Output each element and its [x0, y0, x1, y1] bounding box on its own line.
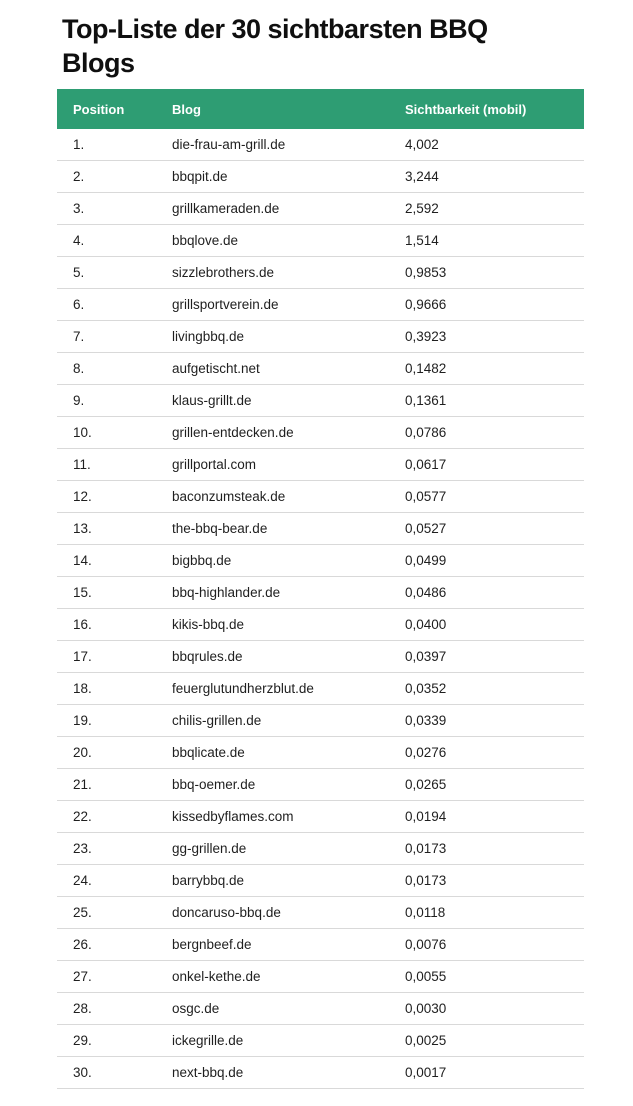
page-title: Top-Liste der 30 sichtbarsten BBQ Blogs — [62, 14, 488, 78]
blog-name: chilis-grillen.de — [172, 713, 262, 728]
blog-name: barrybbq.de — [172, 873, 245, 888]
blog-name: kikis-bbq.de — [172, 617, 245, 632]
table-row — [57, 449, 584, 481]
blog-name: bergnbeef.de — [172, 937, 252, 952]
position-cell: 8. — [73, 361, 85, 376]
position-cell: 27. — [73, 969, 92, 984]
visibility-value: 0,0265 — [405, 777, 447, 792]
position-cell: 6. — [73, 297, 85, 312]
table-row — [57, 577, 584, 609]
blog-name: bbqrules.de — [172, 649, 243, 664]
blog-name: ickegrille.de — [172, 1033, 244, 1048]
blog-name: bigbbq.de — [172, 553, 232, 568]
visibility-value: 0,0577 — [405, 489, 447, 504]
column-header-visibility: Sichtbarkeit (mobil) — [405, 101, 527, 117]
table-row — [57, 641, 584, 673]
column-header-blog: Blog — [172, 101, 201, 117]
position-cell: 4. — [73, 233, 85, 248]
table-row — [57, 225, 584, 257]
table-row — [57, 417, 584, 449]
position-cell: 14. — [73, 553, 92, 568]
position-cell: 26. — [73, 937, 92, 952]
blog-name: grillsportverein.de — [172, 297, 279, 312]
visibility-value: 3,244 — [405, 169, 439, 184]
table-row — [57, 289, 584, 321]
blog-name: sizzlebrothers.de — [172, 265, 275, 280]
visibility-value: 0,9666 — [405, 297, 447, 312]
table-row — [57, 481, 584, 513]
blog-name: feuerglutundherzblut.de — [172, 681, 314, 696]
visibility-value: 0,0173 — [405, 873, 447, 888]
table-row — [57, 513, 584, 545]
position-cell: 10. — [73, 425, 92, 440]
blog-name: doncaruso-bbq.de — [172, 905, 281, 920]
visibility-value: 0,0499 — [405, 553, 447, 568]
table-row — [57, 193, 584, 225]
table-row — [57, 833, 584, 865]
blog-name: onkel-kethe.de — [172, 969, 261, 984]
table-row — [57, 929, 584, 961]
blog-name: grillen-entdecken.de — [172, 425, 294, 440]
blog-name: bbqpit.de — [172, 169, 228, 184]
position-cell: 2. — [73, 169, 85, 184]
visibility-value: 0,0786 — [405, 425, 447, 440]
position-cell: 29. — [73, 1033, 92, 1048]
visibility-value: 0,0486 — [405, 585, 447, 600]
table-row — [57, 705, 584, 737]
position-cell: 13. — [73, 521, 92, 536]
position-cell: 12. — [73, 489, 92, 504]
blog-name: bbqlicate.de — [172, 745, 245, 760]
visibility-value: 0,1482 — [405, 361, 447, 376]
table-row — [57, 385, 584, 417]
visibility-value: 0,0276 — [405, 745, 447, 760]
position-cell: 16. — [73, 617, 92, 632]
table-row — [57, 801, 584, 833]
visibility-value: 0,0527 — [405, 521, 447, 536]
position-cell: 24. — [73, 873, 92, 888]
position-cell: 18. — [73, 681, 92, 696]
visibility-value: 0,0025 — [405, 1033, 447, 1048]
visibility-value: 0,0617 — [405, 457, 447, 472]
table-row — [57, 1025, 584, 1057]
table-row — [57, 769, 584, 801]
table-row — [57, 1057, 584, 1089]
table-row — [57, 673, 584, 705]
position-cell: 19. — [73, 713, 92, 728]
visibility-value: 0,0030 — [405, 1001, 447, 1016]
position-cell: 7. — [73, 329, 85, 344]
blog-name: livingbbq.de — [172, 329, 245, 344]
visibility-value: 0,0118 — [405, 905, 446, 920]
position-cell: 23. — [73, 841, 92, 856]
visibility-value: 0,9853 — [405, 265, 447, 280]
blog-name: bbq-highlander.de — [172, 585, 281, 600]
visibility-value: 0,0173 — [405, 841, 447, 856]
blog-name: baconzumsteak.de — [172, 489, 286, 504]
table-row — [57, 961, 584, 993]
position-cell: 1. — [73, 137, 85, 152]
position-cell: 5. — [73, 265, 85, 280]
position-cell: 28. — [73, 1001, 92, 1016]
table-row — [57, 129, 584, 161]
table-row — [57, 321, 584, 353]
position-cell: 22. — [73, 809, 92, 824]
table-row — [57, 161, 584, 193]
visibility-value: 0,0017 — [405, 1065, 447, 1080]
blog-name: next-bbq.de — [172, 1065, 244, 1080]
visibility-value: 0,0194 — [405, 809, 447, 824]
table-row — [57, 257, 584, 289]
table-row — [57, 737, 584, 769]
position-cell: 3. — [73, 201, 85, 216]
table-body — [57, 129, 584, 1089]
blog-name: bbqlove.de — [172, 233, 239, 248]
visibility-value: 0,0076 — [405, 937, 447, 952]
blog-name: klaus-grillt.de — [172, 393, 252, 408]
visibility-value: 4,002 — [405, 137, 439, 152]
visibility-value: 1,514 — [405, 233, 439, 248]
visibility-value: 2,592 — [405, 201, 439, 216]
table-row — [57, 993, 584, 1025]
visibility-value: 0,3923 — [405, 329, 447, 344]
position-cell: 25. — [73, 905, 92, 920]
table-row — [57, 865, 584, 897]
position-cell: 21. — [73, 777, 92, 792]
visibility-value: 0,1361 — [405, 393, 447, 408]
table-row — [57, 897, 584, 929]
position-cell: 30. — [73, 1065, 92, 1080]
blog-name: aufgetischt.net — [172, 361, 260, 376]
visibility-value: 0,0397 — [405, 649, 447, 664]
visibility-table — [57, 89, 584, 1089]
blog-name: the-bbq-bear.de — [172, 521, 268, 536]
blog-name: gg-grillen.de — [172, 841, 247, 856]
blog-name: kissedbyflames.com — [172, 809, 294, 824]
blog-name: osgc.de — [172, 1001, 220, 1016]
blog-name: die-frau-am-grill.de — [172, 137, 286, 152]
position-cell: 20. — [73, 745, 92, 760]
blog-name: bbq-oemer.de — [172, 777, 256, 792]
visibility-value: 0,0055 — [405, 969, 447, 984]
position-cell: 11. — [73, 457, 91, 472]
blog-name: grillportal.com — [172, 457, 257, 472]
visibility-value: 0,0352 — [405, 681, 447, 696]
visibility-value: 0,0339 — [405, 713, 447, 728]
table-row — [57, 353, 584, 385]
blog-name: grillkameraden.de — [172, 201, 280, 216]
position-cell: 17. — [73, 649, 92, 664]
position-cell: 15. — [73, 585, 92, 600]
visibility-value: 0,0400 — [405, 617, 447, 632]
table-header-row — [57, 89, 584, 129]
column-header-position: Position — [73, 101, 125, 117]
position-cell: 9. — [73, 393, 85, 408]
table-row — [57, 545, 584, 577]
table-row — [57, 609, 584, 641]
